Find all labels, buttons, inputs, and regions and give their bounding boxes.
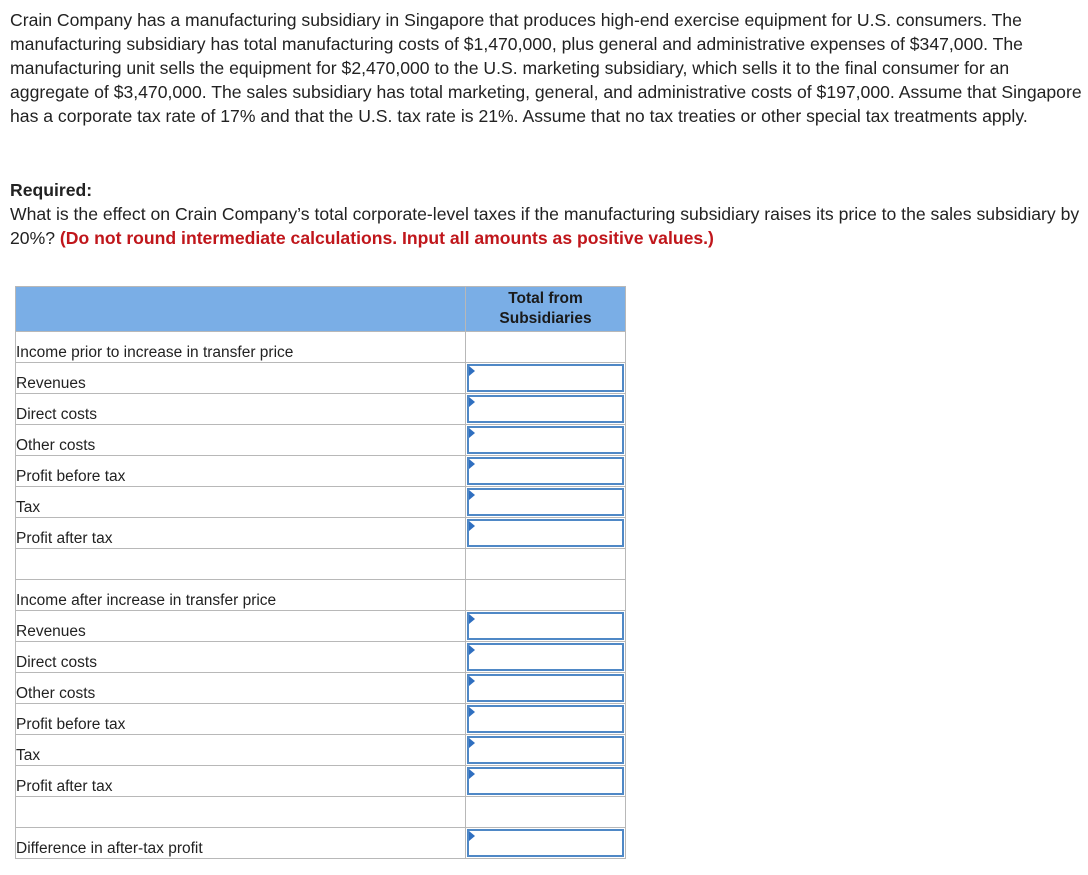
table-row (16, 704, 626, 735)
other-costs-before-input[interactable] (469, 428, 622, 452)
answer-cell (466, 735, 626, 766)
table-row (16, 518, 626, 549)
header-blank-cell (16, 287, 466, 332)
row-label: Direct costs (16, 642, 466, 673)
answer-cell (466, 518, 626, 549)
spacer-row (16, 797, 626, 828)
problem-statement: Crain Company has a manufacturing subsidiary in Singapore that produces high-end exercise equipment for U.S. consumers. The manufacturing subsidiary has total manufacturing costs of $1,470,000, plus general and administrative expenses of $347,000. The manufacturing unit sells the equipment for $2,470,000 to the U.S. marketing subsidiary, which sells it to the final consumer for an aggregate of $3,470,000. The sales subsidiary has total marketing, general, and administrative costs of $197,000. Assume that Singapore has a corporate tax rate of 17% and that the U.S. tax rate is 21%. Assume that no tax treaties or other special tax treatments apply. (10, 10, 1082, 126)
table-row (16, 487, 626, 518)
spacer-cell (466, 549, 626, 580)
flag-icon (469, 831, 475, 841)
answer-cell (466, 766, 626, 797)
profit-before-tax-after-input[interactable] (469, 707, 622, 731)
row-label: Profit after tax (16, 518, 466, 549)
answer-cell (466, 456, 626, 487)
table-row (16, 425, 626, 456)
required-question: What is the effect on Crain Company’s total corporate-level taxes if the manufacturing subsidiary raises its price to the sales subsidiary by 20%? (10, 204, 1080, 248)
answer-cell (466, 704, 626, 735)
profit-after-tax-before-input[interactable] (469, 521, 622, 545)
row-label: Profit after tax (16, 766, 466, 797)
row-label: Profit before tax (16, 456, 466, 487)
other-costs-after-input[interactable] (469, 676, 622, 700)
answer-table (15, 286, 626, 859)
table-header-row (16, 287, 626, 332)
flag-icon (469, 459, 475, 469)
row-label: Other costs (16, 425, 466, 456)
revenues-after-input[interactable] (469, 614, 622, 638)
spacer-row (16, 549, 626, 580)
flag-icon (469, 397, 475, 407)
table-row (16, 673, 626, 704)
answer-cell (466, 828, 626, 859)
difference-row (16, 828, 626, 859)
column-header-label: Total from Subsidiaries (499, 290, 592, 327)
required-block (10, 178, 1084, 250)
table-row (16, 394, 626, 425)
direct-costs-after-input[interactable] (469, 645, 622, 669)
row-label: Tax (16, 487, 466, 518)
table-row (16, 456, 626, 487)
row-label: Other costs (16, 673, 466, 704)
flag-icon (469, 676, 475, 686)
answer-cell (466, 673, 626, 704)
section-empty-cell (466, 332, 626, 363)
flag-icon (469, 738, 475, 748)
table-row (16, 611, 626, 642)
flag-icon (469, 366, 475, 376)
section-row-after (16, 580, 626, 611)
answer-cell (466, 363, 626, 394)
tax-after-input[interactable] (469, 738, 622, 762)
profit-after-tax-after-input[interactable] (469, 769, 622, 793)
answer-cell (466, 611, 626, 642)
table-row (16, 735, 626, 766)
table-row (16, 766, 626, 797)
flag-icon (469, 769, 475, 779)
profit-before-tax-before-input[interactable] (469, 459, 622, 483)
flag-icon (469, 490, 475, 500)
required-note: (Do not round intermediate calculations. Input all amounts as positive values.) (59, 228, 714, 248)
tax-before-input[interactable] (469, 490, 622, 514)
spacer-cell (16, 549, 466, 580)
flag-icon (469, 428, 475, 438)
flag-icon (469, 645, 475, 655)
column-header-total (466, 287, 626, 332)
required-title: Required: (10, 180, 93, 200)
spacer-cell (466, 797, 626, 828)
answer-cell (466, 394, 626, 425)
section-empty-cell (466, 580, 626, 611)
difference-label: Difference in after-tax profit (16, 828, 466, 859)
spacer-cell (16, 797, 466, 828)
table-row (16, 642, 626, 673)
flag-icon (469, 521, 475, 531)
section-row-before (16, 332, 626, 363)
row-label: Revenues (16, 611, 466, 642)
section-label-after: Income after increase in transfer price (16, 580, 466, 611)
difference-input[interactable] (469, 831, 622, 855)
table-row (16, 363, 626, 394)
revenues-before-input[interactable] (469, 366, 622, 390)
direct-costs-before-input[interactable] (469, 397, 622, 421)
answer-cell (466, 425, 626, 456)
flag-icon (469, 614, 475, 624)
row-label: Revenues (16, 363, 466, 394)
answer-cell (466, 487, 626, 518)
section-label-before: Income prior to increase in transfer price (16, 332, 466, 363)
row-label: Direct costs (16, 394, 466, 425)
row-label: Tax (16, 735, 466, 766)
row-label: Profit before tax (16, 704, 466, 735)
flag-icon (469, 707, 475, 717)
answer-cell (466, 642, 626, 673)
